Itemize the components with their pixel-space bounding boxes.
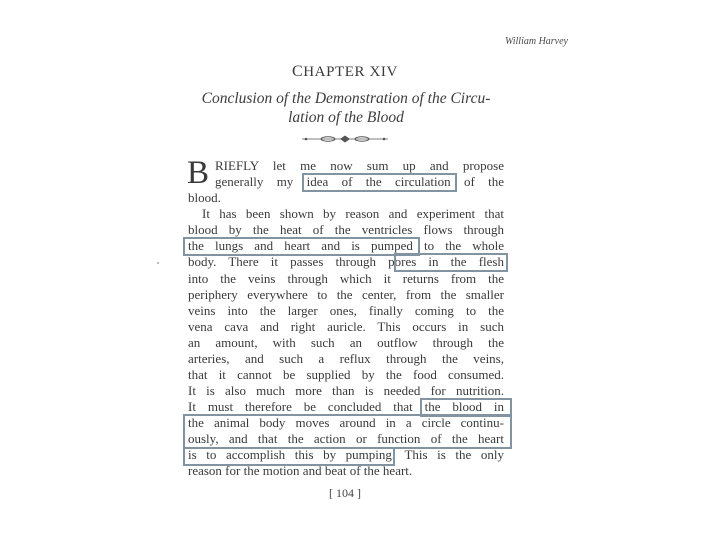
page-number: [ 104 ] [329, 486, 361, 500]
chapter-title-line-1: Conclusion of the Demonstration of the Circu- [201, 90, 491, 107]
chapter-title-line-2: lation of the Blood [288, 109, 404, 126]
text-line-12: an amount, with such an outflow through the [188, 335, 504, 350]
ornament-divider-icon [300, 134, 390, 144]
highlight-box-pores-in-flesh [394, 253, 508, 272]
text-line-11: vena cava and right auricle. This occurs in such [188, 319, 504, 334]
text-line-19: is to accomplish this by pumping. This is the only [188, 447, 504, 462]
text-line-2: generally my idea of the circulation of the [215, 174, 504, 189]
text-line-18: ously, and that the action or function of the heart [188, 431, 504, 446]
text-line-13: arteries, and such a reflux through the veins, [188, 351, 504, 366]
text-line-4: It has been shown by reason and experiment that [202, 206, 504, 221]
chapter-heading-initial: C [292, 63, 304, 80]
text-line-20: reason for the motion and beat of the heart. [188, 463, 413, 478]
chapter-title [186, 89, 506, 127]
text-line-1: RIEFLY let me now sum up and propose [215, 158, 504, 173]
text-line-15: It is also much more than is needed for nutrition. [188, 383, 504, 398]
highlight-box-blood-part-2 [183, 414, 512, 449]
chapter-heading-rest: HAPTER XIV [303, 64, 398, 80]
text-line-8: into the veins through which it returns from the [188, 271, 504, 286]
text-line-3: blood. [188, 190, 221, 205]
text-line-7: body. There it passes through pores in the flesh [188, 254, 504, 269]
text-line-5: blood by the heat of the ventricles flows through [188, 222, 504, 237]
text-line-9: periphery everywhere to the center, from the smaller [188, 287, 504, 302]
highlight-box-lungs-and-heart [183, 237, 420, 256]
scan-speck [157, 262, 159, 264]
chapter-heading [280, 63, 410, 81]
text-line-6: the lungs and heart and is pumped to the whole [188, 238, 504, 253]
text-line-16: It must therefore be concluded that the blood in [188, 399, 504, 414]
highlight-box-idea-of-circulation [302, 173, 457, 192]
highlight-box-blood-part-3 [183, 447, 395, 466]
drop-cap: B [187, 155, 210, 191]
text-line-14: that it cannot be supplied by the food consumed. [188, 367, 504, 382]
text-line-10: veins into the larger ones, finally coming to the [188, 303, 504, 318]
running-header-author: William Harvey [504, 36, 568, 47]
text-line-17: the animal body moves around in a circle continu- [188, 415, 504, 430]
